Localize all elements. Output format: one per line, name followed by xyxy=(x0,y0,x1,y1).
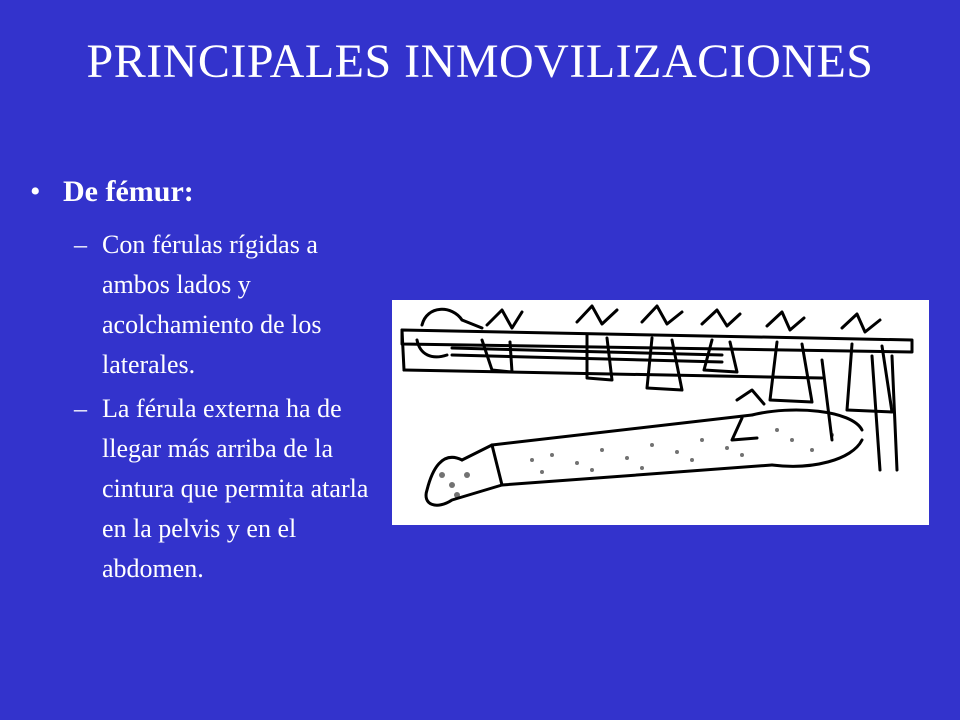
splinted-leg-icon xyxy=(392,300,929,525)
subitem-text: Con férulas rígidas a ambos lados y acolchamiento de los laterales. xyxy=(102,230,322,379)
slide-title: PRINCIPALES INMOVILIZACIONES xyxy=(86,35,874,88)
subitem-marker: – xyxy=(74,394,87,423)
subitem-text: La férula externa ha de llegar más arriba de la cintura que permita atarla en la pelvis y en el abdomen. xyxy=(102,394,369,583)
splinted-leg-illustration xyxy=(392,300,929,525)
bullet-marker: • xyxy=(30,175,41,208)
subitem-marker: – xyxy=(74,230,87,259)
bullet-text: De fémur: xyxy=(63,175,194,208)
